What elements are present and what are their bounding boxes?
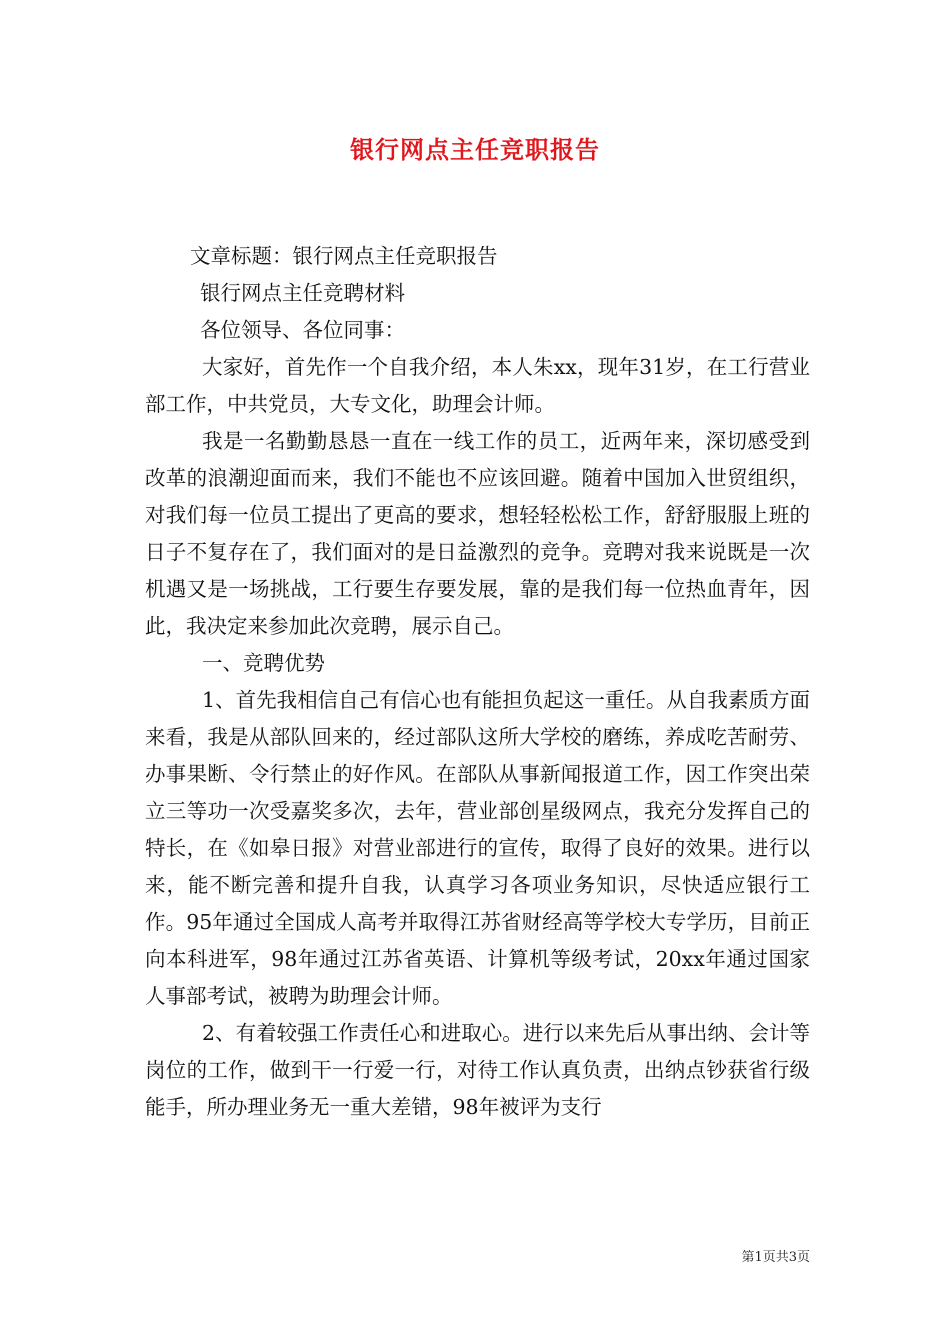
section-heading: 一、竞聘优势 <box>202 651 325 675</box>
document-body <box>145 238 810 1126</box>
document-title: 银行网点主任竞职报告 <box>350 135 600 164</box>
article-title-line: 文章标题：银行网点主任竞职报告 <box>190 244 498 268</box>
paragraph-advantage-1: 1、首先我相信自己有信心也有能担负起这一重任。从自我素质方面来看，我是从部队回来的，经过部队这所大学校的磨练，养成吃苦耐劳、办事果断、令行禁止的好作风。在部队从事新闻报道工作，因工作突出荣立三等功一次受嘉奖多次，去年，营业部创星级网点，我充分发挥自己的特长，在《如皋日报》对营业部进行的宣传，取得了良好的效果。进行以来，能不断完善和提升自我，认真学习各项业务知识，尽快适应银行工作。95年通过全国成人高考并取得江苏省财经高等学校大专学历，目前正向本科进军，98年通过江苏省英语、计算机等级考试，20xx年通过国家人事部考试，被聘为助理会计师。 <box>145 688 810 1008</box>
material-heading: 银行网点主任竞聘材料 <box>200 281 405 305</box>
paragraph-advantage-2: 2、有着较强工作责任心和进取心。进行以来先后从事出纳、会计等岗位的工作，做到干一行爱一行，对待工作认真负责，出纳点钞获省行级能手，所办理业务无一重大差错，98年被评为支行 <box>145 1021 810 1119</box>
page-number: 第1页共3页 <box>741 1250 810 1265</box>
paragraph-intro: 大家好，首先作一个自我介绍，本人朱xx，现年31岁，在工行营业部工作，中共党员，大专文化，助理会计师。 <box>145 355 810 416</box>
paragraph-motivation: 我是一名勤勤恳恳一直在一线工作的员工，近两年来，深切感受到改革的浪潮迎面而来，我们不能也不应该回避。随着中国加入世贸组织，对我们每一位员工提出了更高的要求，想轻轻松松工作，舒舒服服上班的日子不复存在了，我们面对的是日益激烈的竞争。竞聘对我来说既是一次机遇又是一场挑战，工行要生存要发展，靠的是我们每一位热血青年，因此，我决定来参加此次竞聘，展示自己。 <box>145 429 810 638</box>
salutation: 各位领导、各位同事： <box>200 318 405 342</box>
